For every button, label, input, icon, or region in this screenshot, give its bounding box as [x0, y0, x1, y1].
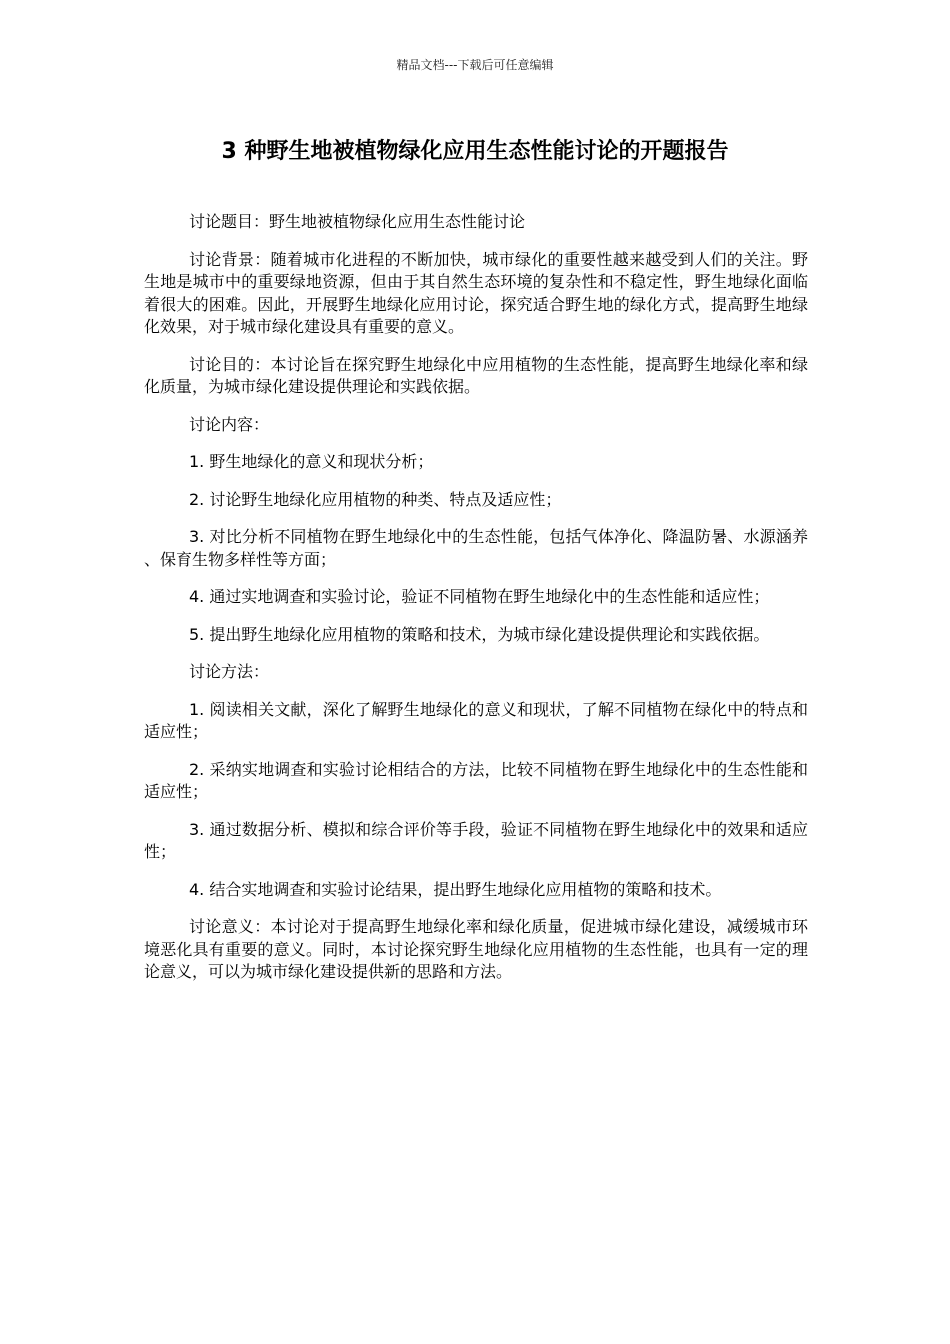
paragraph-content-item: 1. 野生地绿化的意义和现状分析；	[189, 452, 434, 471]
paragraph-method-item: 1. 阅读相关文献，深化了解野生地绿化的意义和现状，了解不同植物在绿化中的特点和适应性；	[144, 699, 808, 741]
header-note: 精品文档---下载后可任意编辑	[396, 58, 554, 72]
paragraph-content-heading: 讨论内容：	[189, 414, 270, 434]
paragraph-content-item: 4. 通过实地调查和实验讨论，验证不同植物在野生地绿化中的生态性能和适应性；	[189, 587, 770, 606]
paragraph-background: 讨论背景：随着城市化进程的不断加快，城市绿化的重要性越来越受到人们的关注。野生地是城市中的重要绿地资源，但由于其自然生态环境的复杂性和不稳定性，野生地绿化面临着很大的困难。因此，开展野生地绿化应用讨论，探究适合野生地的绿化方式，提高野生地绿化效果，对于城市绿化建设具有重要的意义。	[144, 249, 808, 336]
paragraph-method-item: 3. 通过数据分析、模拟和综合评价等手段，验证不同植物在野生地绿化中的效果和适应性；	[144, 819, 808, 861]
paragraph-method-item: 4. 结合实地调查和实验讨论结果，提出野生地绿化应用植物的策略和技术。	[189, 879, 722, 899]
document-title: 3 种野生地被植物绿化应用生态性能讨论的开题报告	[221, 139, 729, 164]
paragraph-content-item: 2. 讨论野生地绿化应用植物的种类、特点及适应性；	[189, 489, 562, 509]
paragraph-significance: 讨论意义：本讨论对于提高野生地绿化率和绿化质量，促进城市绿化建设，减缓城市环境恶化具有重要的意义。同时，本讨论探究野生地绿化应用植物的生态性能，也具有一定的理论意义，可以为城市绿化建设提供新的思路和方法。	[144, 917, 808, 981]
paragraph-method-item: 2. 采纳实地调查和实验讨论相结合的方法，比较不同植物在野生地绿化中的生态性能和适应性；	[144, 759, 808, 801]
document-body	[144, 211, 808, 999]
paragraph-topic: 讨论题目：野生地被植物绿化应用生态性能讨论	[189, 212, 526, 231]
paragraph-purpose: 讨论目的：本讨论旨在探究野生地绿化中应用植物的生态性能，提高野生地绿化率和绿化质量，为城市绿化建设提供理论和实践依据。	[144, 354, 808, 396]
paragraph-content-item: 5. 提出野生地绿化应用植物的策略和技术，为城市绿化建设提供理论和实践依据。	[189, 624, 770, 644]
paragraph-method-heading: 讨论方法：	[189, 662, 270, 681]
paragraph-content-item: 3. 对比分析不同植物在野生地绿化中的生态性能，包括气体净化、降温防暑、水源涵养、保育生物多样性等方面；	[144, 527, 808, 569]
